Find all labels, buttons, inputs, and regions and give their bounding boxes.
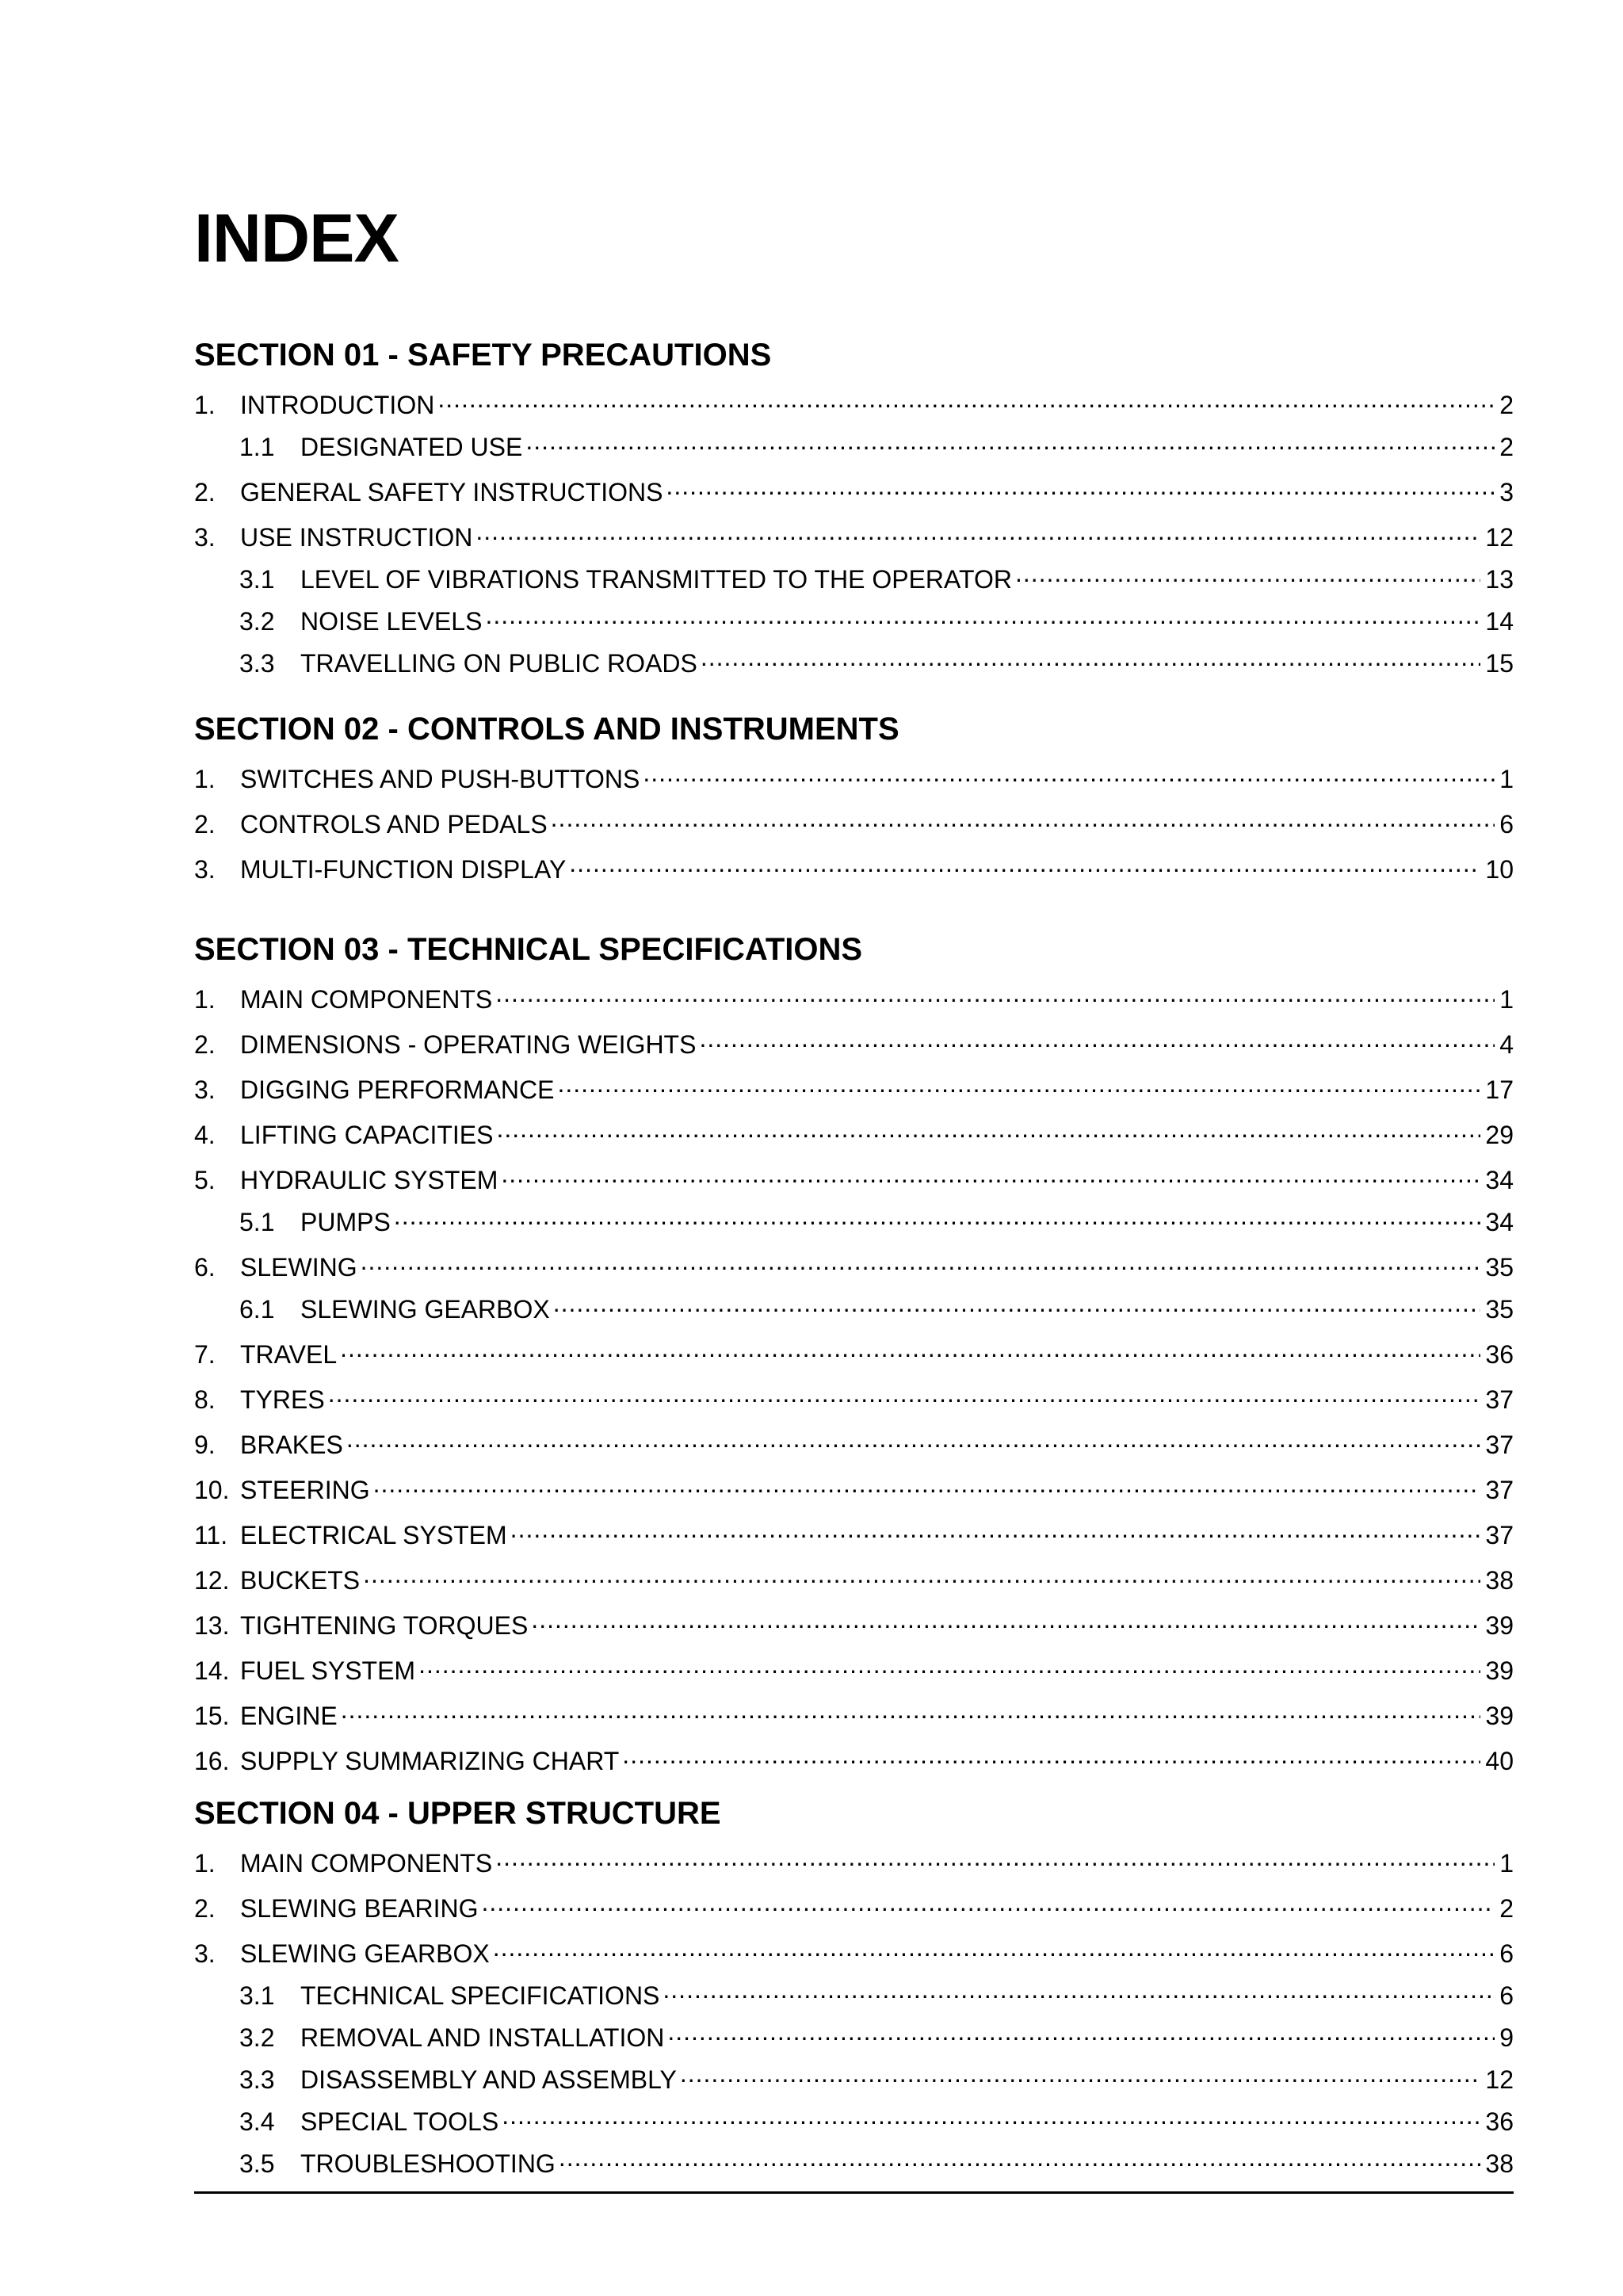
entry-page-number: 4 <box>1499 1030 1514 1059</box>
dot-leader <box>502 2105 1480 2130</box>
dot-leader <box>551 808 1495 833</box>
section-title: SECTION 04 - UPPER STRUCTURE <box>194 1796 721 1831</box>
entry-number: 1. <box>194 985 216 1014</box>
section-03 <box>194 934 1514 1774</box>
entry-number: 3.5 <box>239 2149 275 2178</box>
toc-subentry[interactable] <box>194 1979 1514 2008</box>
section-02 <box>194 713 1514 882</box>
dot-leader <box>531 1609 1480 1634</box>
entry-label: MAIN COMPONENTS <box>240 1849 493 1878</box>
entry-number: 2. <box>194 810 216 839</box>
toc-entry[interactable] <box>194 1383 1514 1412</box>
entry-page-number: 6 <box>1499 810 1514 839</box>
toc-entry[interactable] <box>194 1073 1514 1102</box>
entry-number: 3.3 <box>239 649 275 678</box>
dot-leader <box>475 521 1480 546</box>
entry-number: 1. <box>194 765 216 793</box>
entry-number: 14. <box>194 1656 230 1685</box>
entry-page-number: 38 <box>1485 2149 1514 2178</box>
entry-label: CONTROLS AND PEDALS <box>240 810 548 839</box>
entry-page-number: 2 <box>1499 391 1514 419</box>
entry-number: 13. <box>194 1611 230 1640</box>
dot-leader <box>482 1892 1495 1917</box>
dot-leader <box>361 1251 1481 1276</box>
entry-number: 1. <box>194 1849 216 1878</box>
toc-entry[interactable] <box>194 983 1514 1012</box>
toc-subentry[interactable] <box>194 1293 1514 1322</box>
dot-leader <box>1015 563 1480 588</box>
entry-page-number: 6 <box>1499 1939 1514 1968</box>
entry-number: 6. <box>194 1253 216 1282</box>
toc-entry[interactable] <box>194 762 1514 792</box>
entry-page-number: 38 <box>1485 1566 1514 1595</box>
entry-number: 15. <box>194 1702 230 1730</box>
entry-label: DESIGNATED USE <box>300 433 523 461</box>
entry-label: DIMENSIONS - OPERATING WEIGHTS <box>240 1030 697 1059</box>
entry-number: 3.1 <box>239 565 275 594</box>
entry-label: ENGINE <box>240 1702 338 1730</box>
dot-leader <box>680 2063 1481 2088</box>
dot-leader <box>495 983 1495 1008</box>
dot-leader <box>510 1519 1481 1544</box>
entry-number: 3. <box>194 523 216 552</box>
entry-label: GENERAL SAFETY INSTRUCTIONS <box>240 478 663 506</box>
entry-label: ELECTRICAL SYSTEM <box>240 1521 507 1549</box>
entry-number: 8. <box>194 1385 216 1414</box>
toc-entry[interactable] <box>194 1473 1514 1503</box>
toc-subentry[interactable] <box>194 2021 1514 2050</box>
entry-number: 2. <box>194 1030 216 1059</box>
entry-number: 1. <box>194 391 216 419</box>
entry-label: LEVEL OF VIBRATIONS TRANSMITTED TO THE OPERATOR <box>300 565 1012 594</box>
entry-page-number: 2 <box>1499 433 1514 461</box>
entry-label: TYRES <box>240 1385 325 1414</box>
section-title: SECTION 01 - SAFETY PRECAUTIONS <box>194 338 772 372</box>
entry-label: SLEWING <box>240 1253 357 1282</box>
entry-label: LIFTING CAPACITIES <box>240 1121 494 1149</box>
entry-label: MAIN COMPONENTS <box>240 985 493 1014</box>
dot-leader <box>569 853 1480 878</box>
entry-label: STEERING <box>240 1476 370 1504</box>
dot-leader <box>553 1293 1481 1318</box>
entry-label: TROUBLESHOOTING <box>300 2149 556 2178</box>
entry-number: 6.1 <box>239 1295 275 1324</box>
entry-label: BUCKETS <box>240 1566 361 1595</box>
dot-leader <box>557 1073 1480 1098</box>
section-title: SECTION 02 - CONTROLS AND INSTRUMENTS <box>194 712 899 747</box>
entry-number: 3.2 <box>239 607 275 636</box>
dot-leader <box>493 1937 1495 1962</box>
entry-page-number: 37 <box>1485 1385 1514 1414</box>
entry-number: 16. <box>194 1747 230 1775</box>
entry-label: SWITCHES AND PUSH-BUTTONS <box>240 765 640 793</box>
toc-entry[interactable] <box>194 1654 1514 1683</box>
toc-entry[interactable] <box>194 388 1514 418</box>
entry-number: 10. <box>194 1476 230 1504</box>
dot-leader <box>496 1118 1480 1144</box>
dot-leader <box>418 1654 1480 1679</box>
entry-number: 3.1 <box>239 1981 275 2010</box>
entry-page-number: 34 <box>1485 1208 1514 1236</box>
toc-entry[interactable] <box>194 1699 1514 1729</box>
entry-number: 3. <box>194 1075 216 1104</box>
dot-leader <box>363 1564 1480 1589</box>
entry-page-number: 35 <box>1485 1253 1514 1282</box>
entry-label: HYDRAULIC SYSTEM <box>240 1166 498 1194</box>
toc-entry[interactable] <box>194 1847 1514 1876</box>
entry-number: 3.3 <box>239 2065 275 2094</box>
entry-page-number: 34 <box>1485 1166 1514 1194</box>
toc-entry[interactable] <box>194 1609 1514 1638</box>
entry-page-number: 39 <box>1485 1656 1514 1685</box>
entry-page-number: 39 <box>1485 1702 1514 1730</box>
entry-number: 11. <box>194 1521 228 1549</box>
toc-entry[interactable] <box>194 1251 1514 1280</box>
entry-page-number: 9 <box>1499 2023 1514 2052</box>
footer-divider <box>194 2191 1514 2194</box>
entry-page-number: 37 <box>1485 1431 1514 1459</box>
toc-subentry[interactable] <box>194 2063 1514 2092</box>
entry-label: DIGGING PERFORMANCE <box>240 1075 555 1104</box>
entry-page-number: 29 <box>1485 1121 1514 1149</box>
entry-page-number: 39 <box>1485 1611 1514 1640</box>
dot-leader <box>341 1699 1481 1725</box>
toc-entry[interactable] <box>194 1118 1514 1148</box>
dot-leader <box>328 1383 1481 1408</box>
dot-leader <box>437 388 1495 414</box>
dot-leader <box>701 647 1481 672</box>
section-title: SECTION 03 - TECHNICAL SPECIFICATIONS <box>194 932 863 967</box>
dot-leader <box>501 1163 1480 1189</box>
toc-entry[interactable] <box>194 1744 1514 1774</box>
entry-number: 3. <box>194 1939 216 1968</box>
dot-leader <box>643 762 1495 788</box>
entry-label: SLEWING GEARBOX <box>240 1939 490 1968</box>
entry-number: 3.4 <box>239 2107 275 2136</box>
toc-subentry[interactable] <box>194 563 1514 592</box>
entry-page-number: 14 <box>1485 607 1514 636</box>
entry-label: REMOVAL AND INSTALLATION <box>300 2023 665 2052</box>
toc-subentry[interactable] <box>194 2147 1514 2176</box>
dot-leader <box>485 605 1480 630</box>
entry-page-number: 36 <box>1485 1340 1514 1369</box>
toc-entry[interactable] <box>194 476 1514 505</box>
toc-entry[interactable] <box>194 1338 1514 1367</box>
dot-leader <box>340 1338 1480 1363</box>
dot-leader <box>699 1028 1495 1053</box>
entry-label: SLEWING GEARBOX <box>300 1295 550 1324</box>
entry-page-number: 3 <box>1499 478 1514 506</box>
entry-label: INTRODUCTION <box>240 391 435 419</box>
entry-label: MULTI-FUNCTION DISPLAY <box>240 855 567 884</box>
toc-subentry[interactable] <box>194 1205 1514 1235</box>
entry-number: 4. <box>194 1121 216 1149</box>
entry-page-number: 1 <box>1499 765 1514 793</box>
entry-page-number: 35 <box>1485 1295 1514 1324</box>
dot-leader <box>373 1473 1481 1499</box>
entry-page-number: 37 <box>1485 1521 1514 1549</box>
toc-entry[interactable] <box>194 521 1514 550</box>
entry-label: TRAVEL <box>240 1340 338 1369</box>
entry-number: 3.2 <box>239 2023 275 2052</box>
entry-number: 1.1 <box>239 433 275 461</box>
entry-page-number: 36 <box>1485 2107 1514 2136</box>
section-04 <box>194 1797 1514 2176</box>
entry-page-number: 12 <box>1485 2065 1514 2094</box>
entry-page-number: 17 <box>1485 1075 1514 1104</box>
toc-entry[interactable] <box>194 1519 1514 1548</box>
entry-page-number: 40 <box>1485 1747 1514 1775</box>
toc-subentry[interactable] <box>194 2105 1514 2134</box>
entry-label: SLEWING BEARING <box>240 1894 479 1923</box>
dot-leader <box>666 476 1495 501</box>
dot-leader <box>667 2021 1495 2046</box>
entry-number: 3. <box>194 855 216 884</box>
entry-label: PUMPS <box>300 1208 391 1236</box>
entry-page-number: 37 <box>1485 1476 1514 1504</box>
entry-page-number: 15 <box>1485 649 1514 678</box>
toc-entry[interactable] <box>194 1892 1514 1921</box>
entry-number: 5. <box>194 1166 216 1194</box>
toc-entry[interactable] <box>194 808 1514 837</box>
section-01 <box>194 339 1514 676</box>
page-title: INDEX <box>194 201 399 277</box>
toc-entry[interactable] <box>194 1564 1514 1593</box>
entry-number: 2. <box>194 478 216 506</box>
entry-page-number: 2 <box>1499 1894 1514 1923</box>
entry-label: SUPPLY SUMMARIZING CHART <box>240 1747 620 1775</box>
dot-leader <box>622 1744 1480 1770</box>
toc-entry[interactable] <box>194 1937 1514 1966</box>
entry-label: NOISE LEVELS <box>300 607 483 636</box>
toc-entry[interactable] <box>194 1028 1514 1057</box>
entry-page-number: 1 <box>1499 985 1514 1014</box>
entry-page-number: 10 <box>1485 855 1514 884</box>
entry-number: 9. <box>194 1431 216 1459</box>
toc-subentry[interactable] <box>194 647 1514 676</box>
entry-number: 5.1 <box>239 1208 275 1236</box>
toc-entry[interactable] <box>194 853 1514 882</box>
dot-leader <box>394 1205 1481 1231</box>
dot-leader <box>495 1847 1495 1872</box>
entry-label: TRAVELLING ON PUBLIC ROADS <box>300 649 697 678</box>
entry-label: TECHNICAL SPECIFICATIONS <box>300 1981 660 2010</box>
toc-entry[interactable] <box>194 1163 1514 1193</box>
entry-label: DISASSEMBLY AND ASSEMBLY <box>300 2065 677 2094</box>
entry-page-number: 12 <box>1485 523 1514 552</box>
entry-label: USE INSTRUCTION <box>240 523 473 552</box>
dot-leader <box>346 1428 1481 1454</box>
entry-number: 7. <box>194 1340 216 1369</box>
entry-page-number: 1 <box>1499 1849 1514 1878</box>
toc-entry[interactable] <box>194 1428 1514 1457</box>
entry-label: TIGHTENING TORQUES <box>240 1611 529 1640</box>
entry-page-number: 6 <box>1499 1981 1514 2010</box>
entry-label: BRAKES <box>240 1431 343 1459</box>
dot-leader <box>663 1979 1495 2004</box>
dot-leader <box>559 2147 1481 2172</box>
entry-page-number: 13 <box>1485 565 1514 594</box>
entry-label: FUEL SYSTEM <box>240 1656 416 1685</box>
dot-leader <box>525 430 1495 456</box>
toc-subentry[interactable] <box>194 430 1514 460</box>
entry-number: 2. <box>194 1894 216 1923</box>
entry-label: SPECIAL TOOLS <box>300 2107 499 2136</box>
toc-subentry[interactable] <box>194 605 1514 634</box>
entry-number: 12. <box>194 1566 230 1595</box>
